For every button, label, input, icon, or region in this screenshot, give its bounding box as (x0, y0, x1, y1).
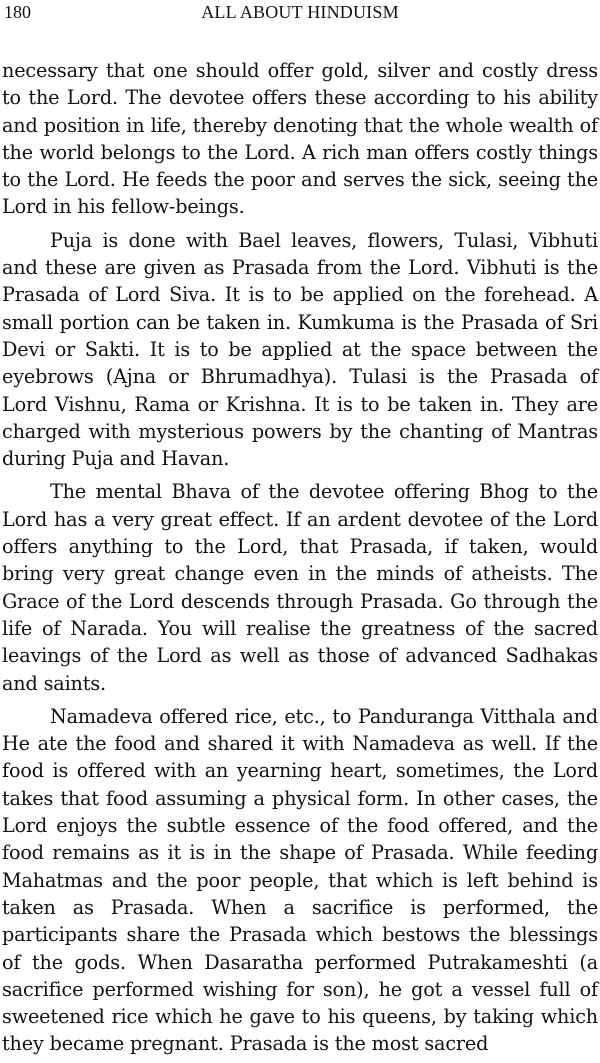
paragraph: Namadeva offered rice, etc., to Panduranga Vitthala and He ate the food and shared it with Namadeva as well. If the food is offered with an yearning heart, sometimes, the Lord takes that food assuming a physical form. In other cases, the Lord enjoys the subtle essence of the food offered, and the food remains as it is in the shape of Prasada. While feeding Mahatmas and the poor people, that which is left behind is taken as Prasada. When a sacrifice is performed, the participants share the Prasada which bestows the blessings of the gods. When Dasaratha performed Putrakameshti (a sacrifice performed wishing for son), he got a vessel full of sweetened rice which he gave to his queens, by taking which they became pregnant. Prasada is the most sacred (2, 704, 598, 1056)
body-text (2, 57, 598, 1058)
paragraph: Puja is done with Bael leaves, flowers, Tulasi, Vibhuti and these are given as Prasada from the Lord. Vibhuti is the Prasada of Lord Siva. It is to be applied on the forehead. A small portion can be taken in. Kumkuma is the Prasada of Sri Devi or Sakti. It is to be applied at the space between the eyebrows (Ajna or Bhrumadhya). Tulasi is the Prasada of Lord Vishnu, Rama or Krishna. It is to be taken in. They are charged with mysterious powers by the chanting of Mantras during Puja and Havan. (2, 228, 598, 471)
page-header (0, 0, 600, 26)
paragraph: The mental Bhava of the devotee offering Bhog to the Lord has a very great effect. If an ardent devotee of the Lord offers anything to the Lord, that Prasada, if taken, would bring very great change even in the minds of atheists. The Grace of the Lord descends through Prasada. Go through the life of Narada. You will realise the greatness of the sacred leavings of the Lord as well as those of advanced Sadhakas and saints. (2, 480, 598, 695)
paragraph: necessary that one should offer gold, silver and costly dress to the Lord. The devotee offers these according to his ability and position in life, thereby denoting that the whole wealth of the world belongs to the Lord. A rich man offers costly things to the Lord. He feeds the poor and serves the sick, seeing the Lord in his fellow-beings. (2, 59, 598, 219)
page-number: 180 (4, 2, 31, 22)
running-title: ALL ABOUT HINDUISM (201, 2, 399, 22)
